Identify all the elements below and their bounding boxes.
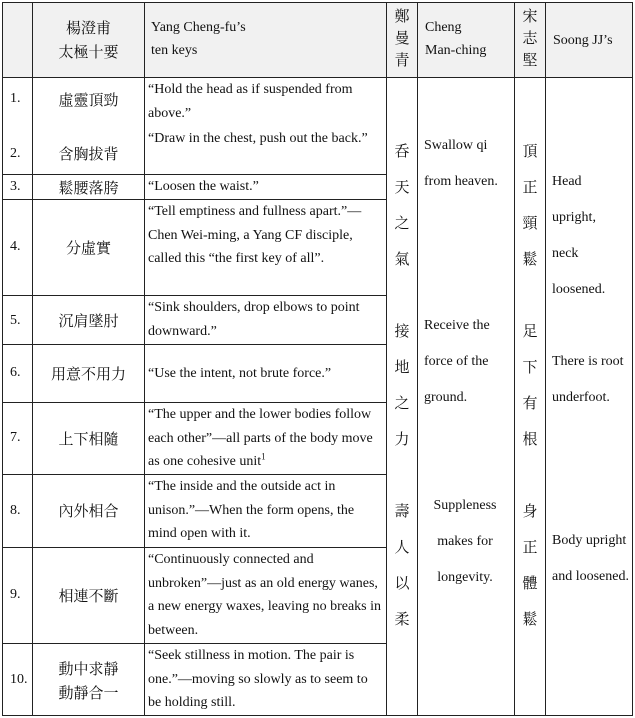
header-cmc-name: Cheng Man-ching <box>425 20 487 58</box>
key-translation: “Continuously connected and unbroken”—just as an old energy wanes, a new energy waxes, leaving no breaks in between. <box>148 552 381 638</box>
cmc-char: 力 <box>394 430 410 448</box>
cmc-english-1: Swallow qi from heaven. <box>424 138 498 189</box>
key-chinese: 鬆腰落胯 <box>58 179 119 197</box>
cmc-char: 人 <box>394 538 410 556</box>
sjj-char: 有 <box>522 394 538 412</box>
sjj-char: 鬆 <box>522 250 538 268</box>
row-divider <box>3 344 386 345</box>
sjj-english-3: Body upright and loosened. <box>552 533 629 584</box>
col-divider <box>545 3 546 715</box>
row-number: 4. <box>10 239 21 254</box>
cmc-char: 壽 <box>394 502 410 520</box>
sjj-char: 正 <box>522 178 538 196</box>
key-translation: “Sink shoulders, drop elbows to point downward.” <box>148 300 360 339</box>
header-cmc-chinese: 鄭 曼 青 <box>394 7 410 69</box>
sjj-char: 根 <box>522 430 538 448</box>
sjj-chinese-group-2 <box>515 313 545 457</box>
sjj-char: 身 <box>522 502 538 520</box>
sjj-char: 頂 <box>522 142 538 160</box>
row-number: 10. <box>10 672 28 687</box>
row-number: 9. <box>10 587 21 602</box>
row-number: 3. <box>10 179 21 194</box>
key-chinese: 沉肩墜肘 <box>58 312 119 330</box>
cmc-char: 之 <box>394 214 410 232</box>
sjj-char: 體 <box>522 574 538 592</box>
cmc-chinese-group-3 <box>387 493 417 637</box>
key-chinese: 相連不斷 <box>58 587 119 605</box>
key-chinese: 含胸拔背 <box>58 145 119 163</box>
row-number: 6. <box>10 365 21 380</box>
sjj-english-1: Head upright, neck loosened. <box>552 174 606 297</box>
cmc-english-3: Suppleness makes for longevity. <box>433 498 497 585</box>
cmc-char: 柔 <box>394 610 410 628</box>
key-chinese: 內外相合 <box>58 502 119 520</box>
header-chinese-title: 楊澄甫 太極十要 <box>58 19 119 61</box>
sjj-char: 下 <box>522 358 538 376</box>
cmc-char: 天 <box>394 178 410 196</box>
sjj-char: 鬆 <box>522 610 538 628</box>
row-number: 1. <box>10 91 21 106</box>
cmc-char: 呑 <box>394 142 410 160</box>
cmc-char: 地 <box>394 358 410 376</box>
row-number: 8. <box>10 503 21 518</box>
cmc-char: 接 <box>394 322 410 340</box>
header-sjj-chinese: 宋 志 堅 <box>522 7 538 69</box>
cmc-char: 之 <box>394 394 410 412</box>
key-translation: “Loosen the waist.” <box>148 179 259 194</box>
cmc-char: 以 <box>394 574 410 592</box>
key-translation-text: “The upper and the lower bodies follow each other”—all parts of the body move as one cohesive unit <box>148 407 373 469</box>
sjj-char: 足 <box>522 322 538 340</box>
key-translation <box>148 403 384 474</box>
key-translation: “Tell emptiness and fullness apart.”— Chen Wei-ming, a Yang CF disciple, called this “the first key of all”. <box>148 204 362 266</box>
key-translation: “The inside and the outside act in unison.”—When the form opens, the mind open with it. <box>148 479 355 541</box>
cmc-chinese-group-1 <box>387 133 417 277</box>
sjj-chinese-group-3 <box>515 493 545 637</box>
header-ycf-title: Yang Cheng-fu’s ten keys <box>151 20 246 58</box>
header-sjj-name: Soong JJ’s <box>553 33 613 48</box>
col-divider <box>417 3 418 715</box>
row-number: 5. <box>10 313 21 328</box>
footnote-marker[interactable]: 1 <box>261 451 266 462</box>
sjj-chinese-group-1 <box>515 133 545 277</box>
key-chinese: 分虛實 <box>65 239 111 257</box>
key-translation: “Draw in the chest, push out the back.” <box>148 131 368 146</box>
key-chinese: 動中求靜 動靜合一 <box>58 660 119 702</box>
key-chinese: 用意不用力 <box>50 365 126 383</box>
key-chinese: 虛靈頂勁 <box>58 91 119 109</box>
sjj-char: 頸 <box>522 214 538 232</box>
row-number: 7. <box>10 430 21 445</box>
cmc-english-2: Receive the force of the ground. <box>424 318 490 405</box>
key-chinese: 上下相隨 <box>58 430 119 448</box>
key-translation: “Seek stillness in motion. The pair is one.”—moving so slowly as to seem to be holding still. <box>148 648 368 710</box>
cmc-chinese-group-2 <box>387 313 417 457</box>
col-divider <box>144 3 145 715</box>
key-translation: “Use the intent, not brute force.” <box>148 366 332 381</box>
key-translation: “Hold the head as if suspended from above.” <box>148 82 353 121</box>
sjj-english-2: There is root underfoot. <box>552 354 624 405</box>
row-number: 2. <box>10 146 21 161</box>
sjj-char: 正 <box>522 538 538 556</box>
cmc-char: 氣 <box>394 250 410 268</box>
ten-keys-table <box>2 2 633 716</box>
